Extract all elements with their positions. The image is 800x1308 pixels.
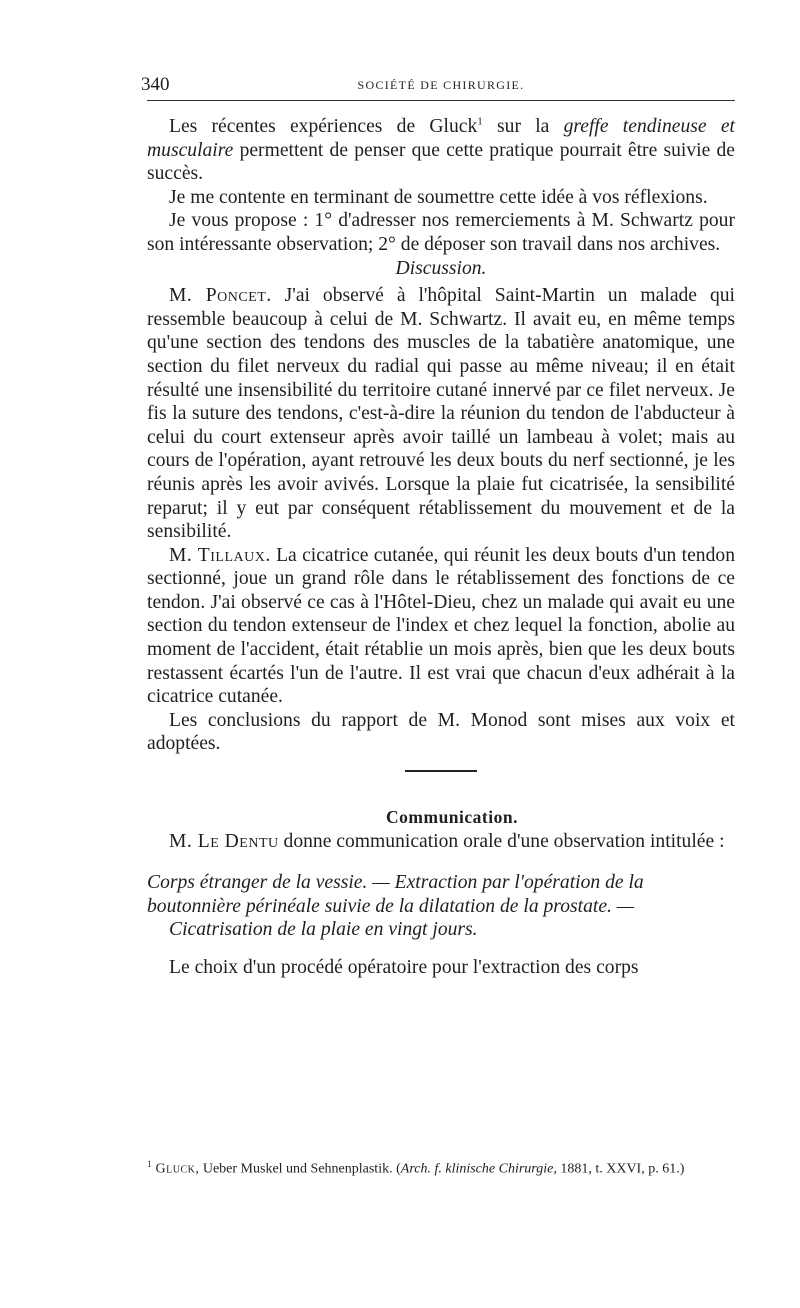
title-line: Corps étranger de la vessie. — Extraction par l'opération de la <box>147 872 644 894</box>
text-run: permettent de penser que cette pratique pourrait être suivie de succès. <box>147 139 735 185</box>
footnote-journal: Arch. f. klinische Chirurgie, <box>400 1161 557 1177</box>
text-run: La cicatrice cutanée, qui réunit les deux bouts d'un tendon sectionné, joue un grand rôle dans le rétablissement des fonctions de ce tendon. J'ai observé ce cas à l'Hôtel-Dieu, chez un malade qui avait eu une section du tendon extenseur de l'index et chez lequel la fonction, abolie au moment de l'accident, était rétablie un mois après, bien que les deux bouts restassent écartés l'un de l'autre. Il est vrai que chacun d'eux adhérait à la cicatrice cutanée. <box>147 544 735 708</box>
paragraph: Je vous propose : 1° d'adresser nos remerciements à M. Schwartz pour son intéressante observation; 2° de déposer son travail dans nos archives. <box>147 210 735 255</box>
speaker-name: M. Le Dentu <box>169 830 279 852</box>
speaker-name: M. Poncet. <box>169 285 272 307</box>
page-number: 340 <box>141 74 170 95</box>
footnote-mark: 1 <box>147 1159 152 1169</box>
paragraph: Les conclusions du rapport de M. Monod sont mises aux voix et adoptées. <box>147 709 735 755</box>
communication-heading: Communication. <box>386 807 518 828</box>
italic-phrase: greffe tendineuse et musculaire <box>147 116 735 161</box>
footnote-author: Gluck, <box>155 1161 200 1177</box>
footnote-rest: 1881, t. XXVI, p. 61.) <box>556 1161 685 1177</box>
paragraph <box>147 284 735 544</box>
paragraph <box>147 830 735 854</box>
paragraph: Le choix d'un procédé opératoire pour l'extraction des corps <box>169 957 639 978</box>
paragraph <box>147 544 735 709</box>
journal-title: SOCIÉTÉ DE CHIRURGIE. <box>357 78 525 92</box>
discussion-heading: Discussion. <box>395 257 487 279</box>
footnote-reference[interactable]: 1 <box>477 115 483 128</box>
footnote-text: Ueber Muskel und Sehnenplastik. ( <box>199 1161 401 1177</box>
footnote <box>147 1152 735 1182</box>
title-line: Cicatrisation de la plaie en vingt jours. <box>169 919 478 941</box>
paragraph: Je me contente en terminant de soumettre cette idée à vos réflexions. <box>169 186 708 208</box>
observation-title <box>147 871 735 942</box>
body-text <box>147 115 735 980</box>
text-run: donne communication orale d'une observation intitulée : <box>278 830 725 852</box>
header-rule <box>147 100 735 101</box>
running-head <box>141 72 735 100</box>
text-run: sur la <box>482 116 564 137</box>
text-run: Les récentes expériences de Gluck <box>169 116 478 137</box>
paragraph <box>147 115 735 186</box>
page <box>141 72 735 980</box>
title-line: boutonnière périnéale suivie de la dilatation de la prostate. — <box>147 895 635 917</box>
text-run: J'ai observé à l'hôpital Saint-Martin un malade qui ressemble beaucoup à celui de M. Schwartz. Il avait eu, en même temps qu'une section des tendons des muscles de la tabatière anatomique, une section du filet nerveux du radial qui passe au même niveau; il en était résulté une insensibilité du territoire cutané innervé par ce filet nerveux. Je fis la suture des tendons, c'est-à-dire la réunion du tendon de l'abducteur à celui du court extenseur après avoir taillé un lambeau à volet; mais au cours de l'opération, ayant retrouvé les deux bouts du nerf sectionné, je les réunis après les avoir avivés. Lorsque la plaie fut cicatrisée, la sensibilité reparut; il y eut par conséquent rétablissement du mouvement et de la sensibilité. <box>147 285 735 543</box>
speaker-name: M. Tillaux. <box>169 544 271 566</box>
section-divider <box>405 770 477 772</box>
